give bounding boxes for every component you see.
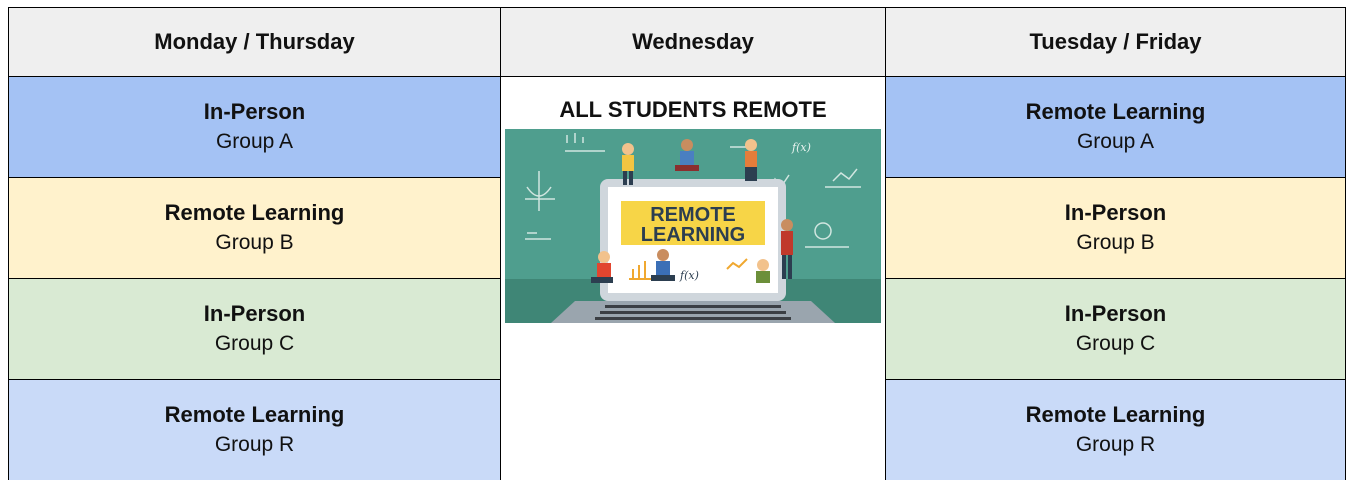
cell-title: Remote Learning (886, 400, 1345, 430)
all-remote-heading: ALL STUDENTS REMOTE (501, 95, 885, 125)
cell-title: In-Person (9, 97, 500, 127)
right-cell-group-r (886, 380, 1346, 480)
left-cell-group-r (9, 380, 501, 480)
header-wednesday: Wednesday (501, 8, 886, 77)
cell-group: Group C (886, 329, 1345, 359)
schedule-table (8, 7, 1346, 480)
schedule-table-wrapper (8, 7, 1345, 477)
cell-group: Group C (9, 329, 500, 359)
cell-group: Group A (886, 127, 1345, 157)
header-monday-thursday: Monday / Thursday (9, 8, 501, 77)
cell-title: In-Person (886, 299, 1345, 329)
fx-doodle: f(x) (791, 141, 811, 154)
cell-title: Remote Learning (886, 97, 1345, 127)
banner-line1: REMOTE (650, 204, 736, 226)
table-row (9, 77, 1346, 178)
right-cell-group-b (886, 178, 1346, 279)
header-tuesday-friday: Tuesday / Friday (886, 8, 1346, 77)
cell-group: Group R (886, 430, 1345, 460)
svg-text:f(x): f(x) (679, 269, 699, 282)
left-cell-group-c (9, 279, 501, 380)
remote-learning-illustration (505, 129, 881, 323)
cell-title: In-Person (9, 299, 500, 329)
cell-group: Group A (9, 127, 500, 157)
cell-group: Group R (9, 430, 500, 460)
cell-group: Group B (9, 228, 500, 258)
banner-line2: LEARNING (641, 224, 745, 246)
cell-title: Remote Learning (9, 198, 500, 228)
cell-title: Remote Learning (9, 400, 500, 430)
cell-group: Group B (886, 228, 1345, 258)
right-cell-group-a (886, 77, 1346, 178)
left-cell-group-b (9, 178, 501, 279)
header-row (9, 8, 1346, 77)
left-cell-group-a (9, 77, 501, 178)
wednesday-cell (501, 77, 886, 480)
right-cell-group-c (886, 279, 1346, 380)
cell-title: In-Person (886, 198, 1345, 228)
